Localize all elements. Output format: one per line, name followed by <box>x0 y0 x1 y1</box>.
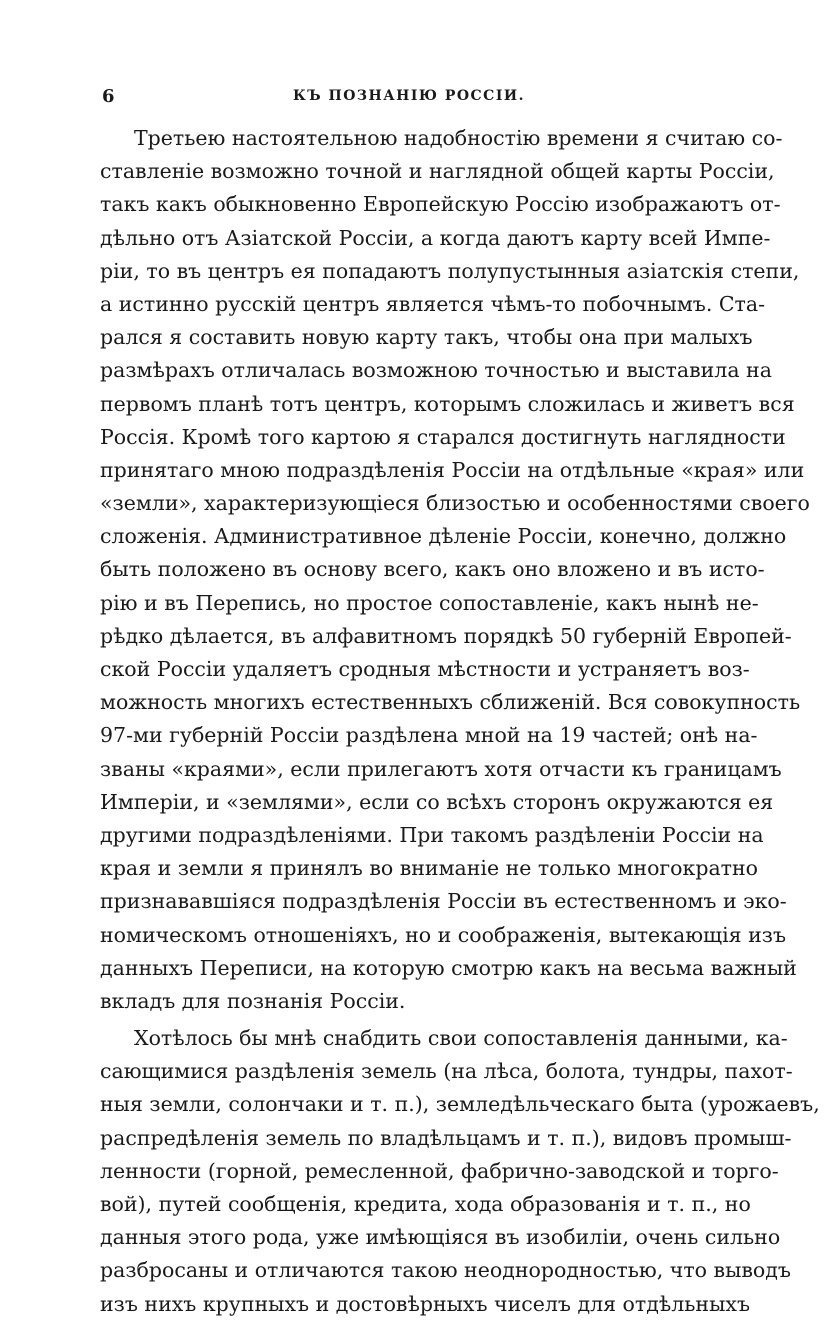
paragraph <box>100 1022 820 1321</box>
text-line: размѣрахъ отличалась возможною точностью и выставила на <box>100 358 772 383</box>
text-line: ленности (горной, ремесленной, фабрично-заводской и торго- <box>100 1158 779 1183</box>
text-line: первомъ планѣ тотъ центръ, которымъ сложилась и живетъ вся <box>100 391 795 416</box>
text-line: «земли», характеризующіеся близостью и особенностями своего <box>100 491 810 516</box>
text-line: данныя этого рода, уже имѣющіяся въ изобиліи, очень сильно <box>100 1225 781 1250</box>
running-title: КЪ ПОЗНАНІЮ РОССІИ. <box>293 88 525 104</box>
text-line: ріи, то въ центръ ея попадаютъ полупустынныя азіатскія степи, <box>100 258 800 283</box>
text-line: Хотѣлось бы мнѣ снабдить свои сопоставленія данными, ка- <box>134 1026 788 1051</box>
text-line: другими подраздѣленіями. При такомъ раздѣленіи Россіи на <box>100 822 764 847</box>
text-line: сающимися раздѣленія земель (на лѣса, болота, тундры, пахот- <box>100 1059 793 1084</box>
text-line: изъ нихъ крупныхъ и достовѣрныхъ чиселъ для отдѣльныхъ <box>100 1291 750 1316</box>
book-page <box>100 78 820 1321</box>
text-line: распредѣленія земель по владѣльцамъ и т. п.), видовъ промыш- <box>100 1125 792 1150</box>
page-header <box>100 78 718 118</box>
text-line: сложенія. Административное дѣленіе Россіи, конечно, должно <box>100 524 787 549</box>
text-line: 97-ми губерній Россіи раздѣлена мной на 19 частей; онѣ на- <box>100 723 758 748</box>
text-line: Имперіи, и «землями», если со всѣхъ сторонъ окружаются ея <box>100 789 774 814</box>
text-line: быть положено въ основу всего, какъ оно вложено и въ исто- <box>100 557 765 582</box>
paragraph <box>100 122 810 1018</box>
body-text <box>100 122 820 1321</box>
text-line: принятаго мною подраздѣленія Россіи на отдѣльные «края» или <box>100 457 805 482</box>
text-line: номическомъ отношеніяхъ, но и соображенія, вытекающія изъ <box>100 922 786 947</box>
text-line: края и земли я принялъ во вниманіе не только многократно <box>100 856 759 881</box>
text-line: можность многихъ естественныхъ сближеній. Вся совокупность <box>100 690 801 715</box>
text-line: рію и въ Перепись, но простое сопоставленіе, какъ нынѣ не- <box>100 590 759 615</box>
text-line: а истинно русскій центръ является чѣмъ-то побочнымъ. Ста- <box>100 291 766 316</box>
text-line: Третьею настоятельною надобностію времени я считаю со- <box>134 126 783 150</box>
text-line: такъ какъ обыкновенно Европейскую Россію изображаютъ от- <box>100 192 781 217</box>
text-line: признававшіяся подраздѣленія Россіи въ естественномъ и эко- <box>100 889 787 914</box>
text-line: дѣльно отъ Азіатской Россіи, а когда даютъ карту всей Импе- <box>100 225 771 250</box>
text-line: рался я составить новую карту такъ, чтобы она при малыхъ <box>100 325 753 350</box>
text-line: данныхъ Переписи, на которую смотрю какъ на весьма важный <box>100 955 797 980</box>
text-line: званы «краями», если прилегаютъ хотя отчасти къ границамъ <box>100 756 782 781</box>
page-number: 6 <box>102 86 116 107</box>
text-line: Россія. Кромѣ того картою я старался достигнуть наглядности <box>100 424 786 449</box>
text-line: вкладъ для познанія Россіи. <box>100 988 406 1013</box>
text-line: ставленіе возможно точной и наглядной общей карты Россіи, <box>100 159 775 184</box>
text-line: ской Россіи удаляетъ сродныя мѣстности и устраняетъ воз- <box>100 657 750 681</box>
text-line: ныя земли, солончаки и т. п.), земледѣльческаго быта (урожаевъ, <box>100 1092 820 1117</box>
text-line: разбросаны и отличаются такою неоднородностью, что выводъ <box>100 1258 791 1283</box>
text-line: вой), путей сообщенія, кредита, хода образованія и т. п., но <box>100 1192 751 1216</box>
text-line: рѣдко дѣлается, въ алфавитномъ порядкѣ 50 губерній Европей- <box>100 623 792 648</box>
